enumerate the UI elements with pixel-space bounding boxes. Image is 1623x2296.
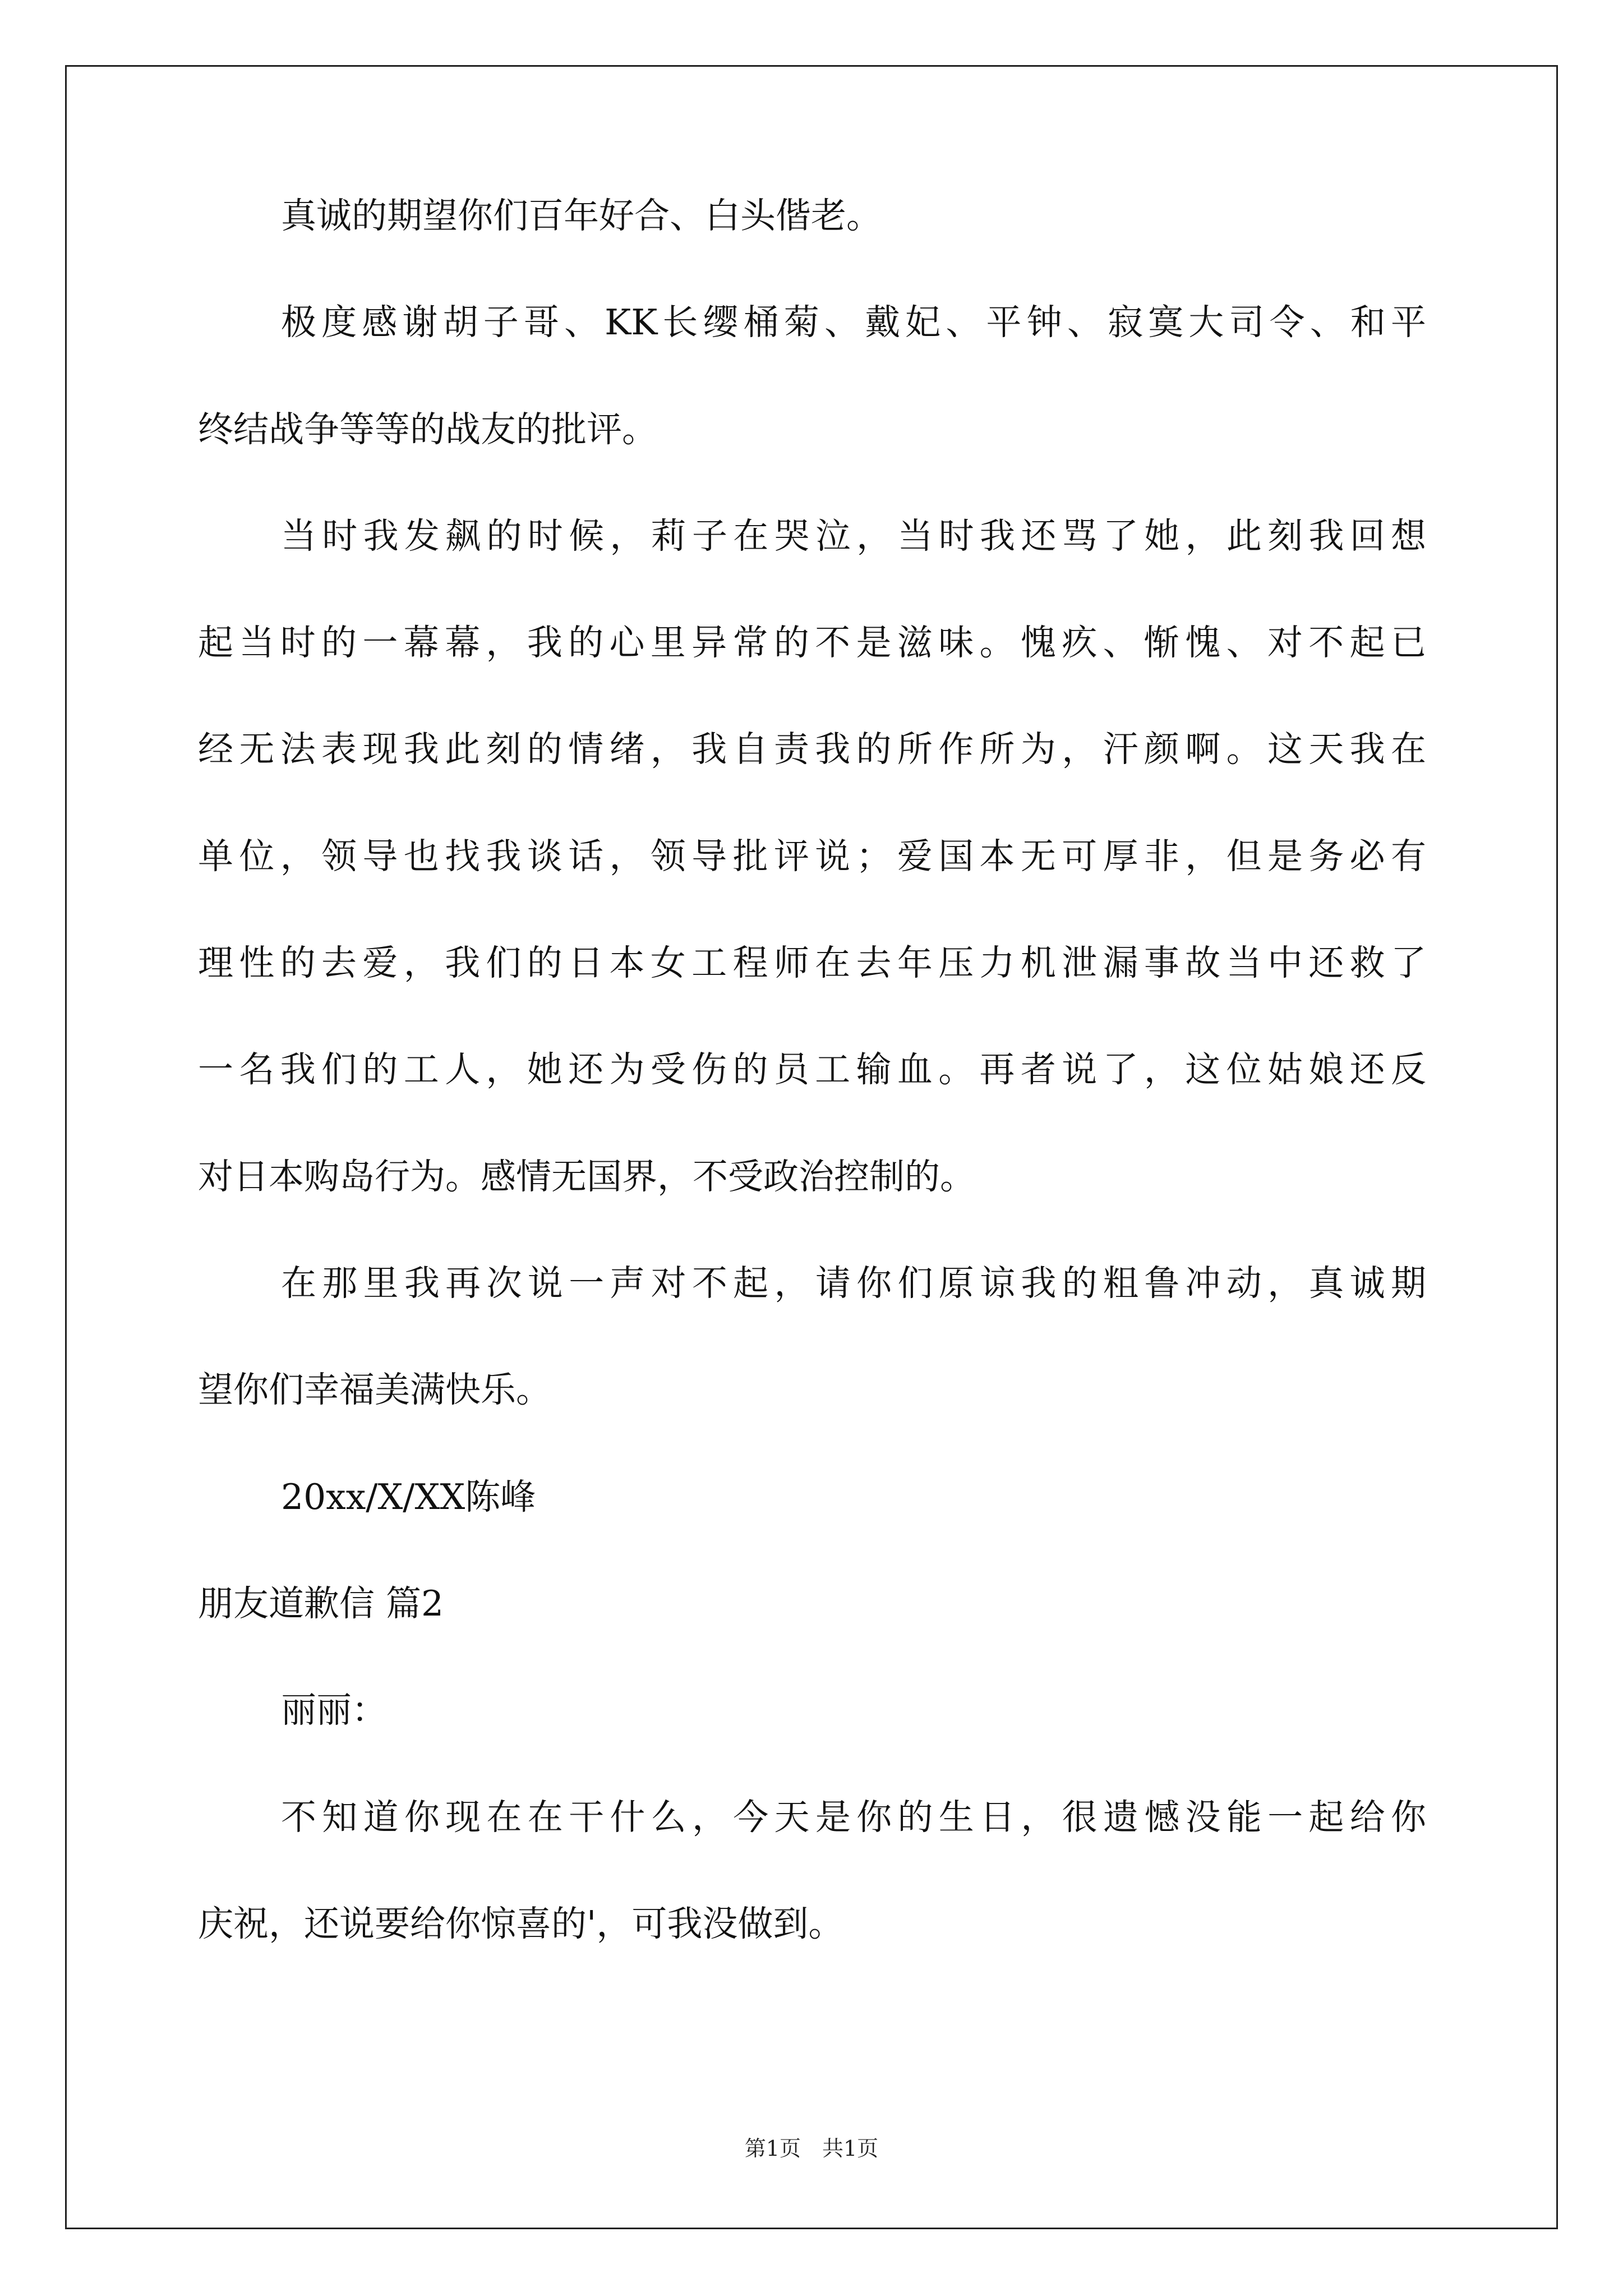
paragraph-line: 单位，领导也找我谈话，领导批评说；爱国本无可厚非，但是务必有 bbox=[198, 836, 1426, 877]
paragraph-line: 经无法表现我此刻的情绪，我自责我的所作所为，汗颜啊。这天我在 bbox=[198, 729, 1426, 770]
paragraph-line: 望你们幸福美满快乐。 bbox=[198, 1369, 551, 1410]
paragraph-line: 不知道你现在在干什么，今天是你的生日，很遗憾没能一起给你 bbox=[281, 1797, 1426, 1838]
paragraph-line: 在那里我再次说一声对不起，请你们原谅我的粗鲁冲动，真诚期 bbox=[281, 1263, 1426, 1304]
salutation-line: 丽丽： bbox=[281, 1690, 387, 1731]
section-heading: 朋友道歉信 篇2 bbox=[198, 1583, 444, 1624]
paragraph-line: 当时我发飙的时候，莉子在哭泣，当时我还骂了她，此刻我回想 bbox=[281, 516, 1426, 556]
page-number-footer: 第1页 共1页 bbox=[744, 2136, 879, 2161]
paragraph-line: 对日本购岛行为。感情无国界，不受政治控制的。 bbox=[198, 1156, 975, 1197]
paragraph-line: 起当时的一幕幕，我的心里异常的不是滋味。愧疚、惭愧、对不起已 bbox=[198, 622, 1426, 663]
paragraph-line: 极度感谢胡子哥、KK长缨桶菊、戴妃、平钟、寂寞大司令、和平 bbox=[281, 302, 1426, 343]
paragraph-line: 真诚的期望你们百年好合、白头偕老。 bbox=[281, 195, 882, 236]
paragraph-line: 理性的去爱，我们的日本女工程师在去年压力机泄漏事故当中还救了 bbox=[198, 942, 1426, 983]
signature-date-line: 20xx/X/XX陈峰 bbox=[281, 1476, 536, 1517]
paragraph-line: 终结战争等等的战友的批评。 bbox=[198, 409, 657, 450]
paragraph-line: 庆祝，还说要给你惊喜的'，可我没做到。 bbox=[198, 1903, 844, 1944]
paragraph-line: 一名我们的工人，她还为受伤的员工输血。再者说了，这位姑娘还反 bbox=[198, 1049, 1426, 1090]
